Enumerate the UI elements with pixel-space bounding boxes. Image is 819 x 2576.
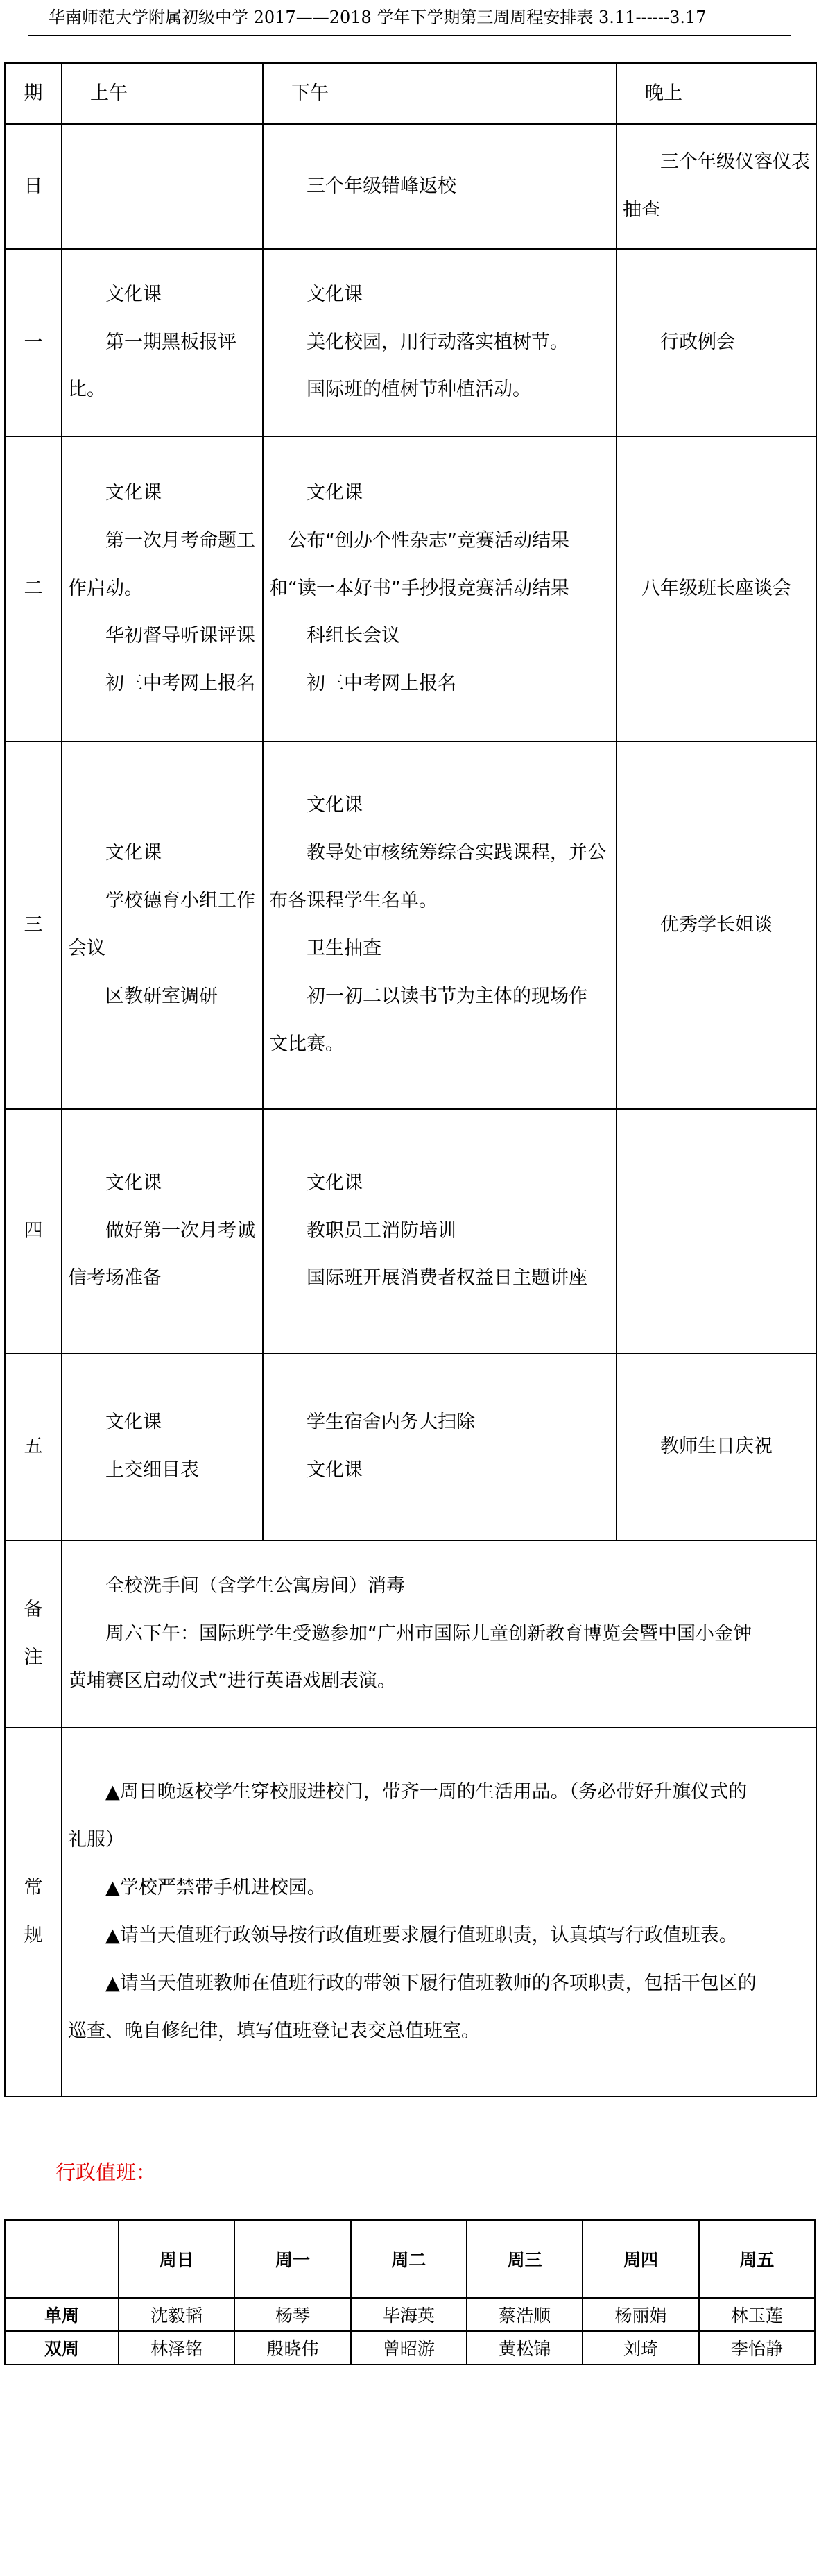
am-line: 作启动。 bbox=[68, 577, 143, 599]
schedule-row-fri bbox=[5, 1353, 816, 1540]
am-line: 文化课 bbox=[105, 283, 162, 305]
day-label: 四 bbox=[5, 1109, 62, 1353]
duty-header-fri: 周五 bbox=[699, 2220, 815, 2298]
pm-line: 科组长会议 bbox=[307, 625, 400, 647]
eve-cell bbox=[617, 741, 816, 1109]
am-cell bbox=[62, 124, 263, 249]
am-line: 文化课 bbox=[105, 481, 162, 504]
duty-roster-table bbox=[4, 2219, 816, 2365]
duty-row-odd-week bbox=[5, 2298, 815, 2331]
am-line: 文化课 bbox=[105, 1411, 162, 1434]
am-line: 信考场准备 bbox=[68, 1267, 162, 1289]
pm-line: 教职员工消防培训 bbox=[307, 1219, 456, 1242]
eve-cell bbox=[617, 249, 816, 436]
notes-line: 周六下午：国际班学生受邀参加“广州市国际儿童创新教育博览会暨中国小金钟 bbox=[105, 1622, 752, 1645]
pm-cell bbox=[263, 249, 617, 436]
duty-row-label: 单周 bbox=[5, 2298, 119, 2331]
page-header: 华南师范大学附属初级中学 2017——2018 学年下学期第三周周程安排表 3.11------3.17 bbox=[28, 0, 791, 36]
eve-line: 教师生日庆祝 bbox=[660, 1435, 773, 1457]
am-line: 文化课 bbox=[105, 1171, 162, 1194]
eve-line: 行政例会 bbox=[660, 331, 735, 353]
duty-header-mon: 周一 bbox=[234, 2220, 350, 2298]
pm-line: 文比赛。 bbox=[269, 1033, 344, 1055]
schedule-row-tue bbox=[5, 436, 816, 741]
day-label: 五 bbox=[5, 1353, 62, 1540]
duty-name: 杨琴 bbox=[234, 2298, 350, 2331]
eve-cell bbox=[617, 436, 816, 741]
duty-header-blank bbox=[5, 2220, 119, 2298]
am-line: 学校德育小组工作 bbox=[105, 890, 255, 912]
pm-line: 公布“创办个性杂志”竞赛活动结果 bbox=[288, 529, 569, 551]
schedule-row-mon bbox=[5, 249, 816, 436]
day-label: 一 bbox=[5, 249, 62, 436]
pm-cell bbox=[263, 741, 617, 1109]
pm-line: 和“读一本好书”手抄报竞赛活动结果 bbox=[269, 577, 569, 599]
duty-name: 毕海英 bbox=[351, 2298, 467, 2331]
am-line: 做好第一次月考诚 bbox=[105, 1219, 255, 1242]
eve-line: 三个年级仪容仪表 bbox=[660, 151, 810, 173]
notes-cell bbox=[62, 1540, 816, 1728]
rules-row bbox=[5, 1728, 816, 2097]
pm-line: 国际班的植树节种植活动。 bbox=[307, 379, 531, 401]
am-cell bbox=[62, 436, 263, 741]
pm-line: 文化课 bbox=[307, 481, 363, 504]
duty-row-even-week bbox=[5, 2331, 815, 2364]
am-line: 文化课 bbox=[105, 842, 162, 864]
duty-name: 李怡静 bbox=[699, 2331, 815, 2364]
pm-line: 三个年级错峰返校 bbox=[307, 175, 456, 197]
pm-line: 教导处审核统筹综合实践课程，并公 bbox=[307, 842, 606, 864]
eve-cell bbox=[617, 1109, 816, 1353]
pm-line: 国际班开展消费者权益日主题讲座 bbox=[307, 1267, 587, 1289]
col-header-eve: 晚上 bbox=[617, 63, 816, 124]
pm-line: 美化校园，用行动落实植树节。 bbox=[307, 331, 569, 353]
duty-header-sun: 周日 bbox=[119, 2220, 234, 2298]
rules-cell bbox=[62, 1728, 816, 2097]
day-label: 日 bbox=[5, 124, 62, 249]
duty-header-wed: 周三 bbox=[467, 2220, 583, 2298]
duty-header-thu: 周四 bbox=[583, 2220, 698, 2298]
pm-line: 文化课 bbox=[307, 1171, 363, 1194]
duty-name: 曾昭游 bbox=[351, 2331, 467, 2364]
day-label: 二 bbox=[5, 436, 62, 741]
pm-cell bbox=[263, 1109, 617, 1353]
duty-name: 殷晓伟 bbox=[234, 2331, 350, 2364]
weekly-schedule-table bbox=[4, 62, 817, 2097]
schedule-row-thu bbox=[5, 1109, 816, 1353]
eve-cell bbox=[617, 124, 816, 249]
notes-row bbox=[5, 1540, 816, 1728]
col-header-am: 上午 bbox=[62, 63, 263, 124]
duty-title: 行政值班： bbox=[55, 2161, 157, 2184]
am-cell bbox=[62, 741, 263, 1109]
schedule-header-row bbox=[5, 63, 816, 124]
col-header-day: 期 bbox=[5, 63, 62, 124]
duty-name: 林泽铭 bbox=[119, 2331, 234, 2364]
pm-cell bbox=[263, 1353, 617, 1540]
duty-header-row bbox=[5, 2220, 815, 2298]
duty-row-label: 双周 bbox=[5, 2331, 119, 2364]
am-line: 第一期黑板报评 bbox=[105, 331, 236, 353]
rules-line: ▲请当天值班教师在值班行政的带领下履行值班教师的各项职责，包括干包区的 bbox=[105, 1972, 757, 1994]
duty-name: 黄松锦 bbox=[467, 2331, 583, 2364]
notes-label: 备 注 bbox=[5, 1540, 62, 1728]
schedule-row-wed bbox=[5, 741, 816, 1109]
pm-line: 初三中考网上报名 bbox=[307, 673, 456, 695]
duty-name: 刘琦 bbox=[583, 2331, 698, 2364]
pm-line: 文化课 bbox=[307, 794, 363, 816]
duty-name: 沈毅韬 bbox=[119, 2298, 234, 2331]
duty-name: 林玉莲 bbox=[699, 2298, 815, 2331]
schedule-row-sun bbox=[5, 124, 816, 249]
am-cell bbox=[62, 249, 263, 436]
am-line: 会议 bbox=[68, 938, 105, 959]
day-label: 三 bbox=[5, 741, 62, 1109]
rules-line: 礼服） bbox=[68, 1829, 124, 1851]
am-line: 华初督导听课评课 bbox=[105, 625, 255, 647]
pm-line: 卫生抽查 bbox=[307, 938, 381, 959]
pm-line: 文化课 bbox=[307, 1459, 363, 1481]
pm-line: 初一初二以读书节为主体的现场作 bbox=[307, 985, 587, 1007]
eve-line: 抽查 bbox=[623, 199, 660, 221]
am-line: 第一次月考命题工 bbox=[105, 529, 255, 551]
pm-line: 文化课 bbox=[307, 283, 363, 305]
duty-name: 杨丽娟 bbox=[583, 2298, 698, 2331]
am-line: 比。 bbox=[68, 379, 105, 401]
rules-line: ▲周日晚返校学生穿校服进校门，带齐一周的生活用品。（务必带好升旗仪式的 bbox=[105, 1781, 748, 1803]
eve-line: 优秀学长姐谈 bbox=[660, 913, 773, 936]
eve-cell bbox=[617, 1353, 816, 1540]
eve-line: 八年级班长座谈会 bbox=[641, 577, 791, 599]
rules-label: 常 规 bbox=[5, 1728, 62, 2097]
rules-line: ▲请当天值班行政领导按行政值班要求履行值班职责，认真填写行政值班表。 bbox=[105, 1925, 738, 1946]
rules-line: 巡查、晚自修纪律，填写值班登记表交总值班室。 bbox=[68, 2020, 480, 2042]
duty-header-tue: 周二 bbox=[351, 2220, 467, 2298]
duty-name: 蔡浩顺 bbox=[467, 2298, 583, 2331]
col-header-pm: 下午 bbox=[263, 63, 617, 124]
am-line: 初三中考网上报名 bbox=[105, 673, 255, 695]
pm-cell bbox=[263, 124, 617, 249]
pm-line: 布各课程学生名单。 bbox=[269, 890, 438, 912]
am-line: 区教研室调研 bbox=[105, 985, 218, 1007]
notes-line: 全校洗手间（含学生公寓房间）消毒 bbox=[105, 1574, 405, 1597]
am-cell bbox=[62, 1353, 263, 1540]
pm-cell bbox=[263, 436, 617, 741]
am-line: 上交细目表 bbox=[105, 1459, 199, 1481]
pm-line: 学生宿舍内务大扫除 bbox=[307, 1411, 475, 1434]
rules-line: ▲学校严禁带手机进校园。 bbox=[105, 1877, 326, 1899]
notes-line: 黄埔赛区启动仪式”进行英语戏剧表演。 bbox=[68, 1670, 396, 1692]
am-cell bbox=[62, 1109, 263, 1353]
